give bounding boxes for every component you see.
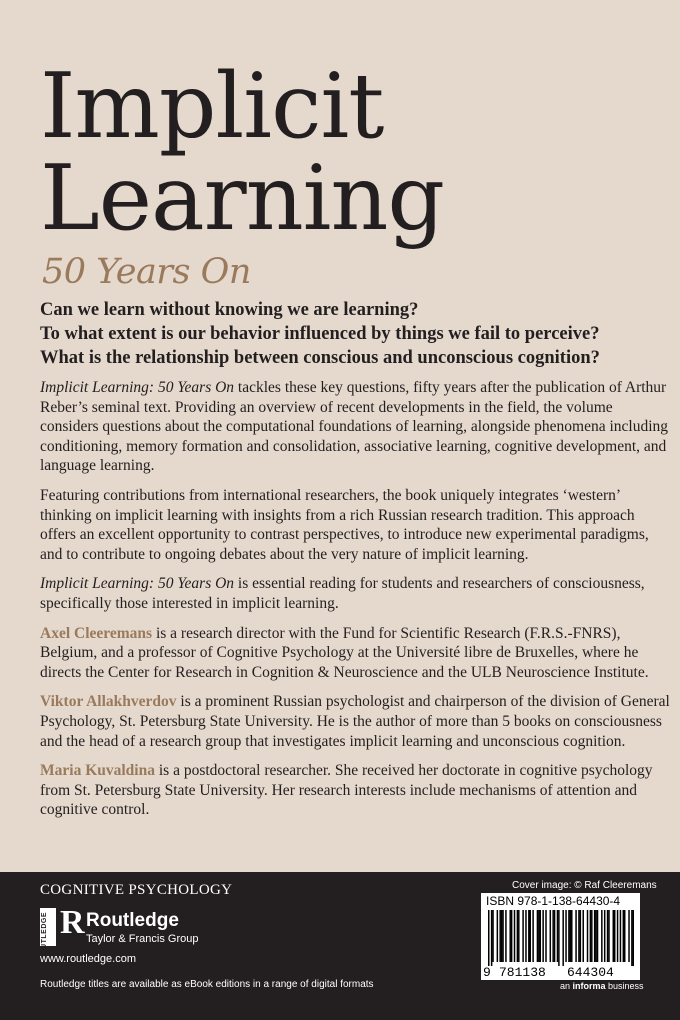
barcode-bar	[601, 910, 603, 962]
footer-band	[0, 872, 680, 1020]
barcode-bar	[505, 910, 507, 962]
barcode-bar	[597, 910, 599, 962]
barcode-bar	[502, 910, 504, 962]
series-label: COGNITIVE PSYCHOLOGY	[40, 882, 233, 898]
barcode-bar	[613, 910, 615, 962]
barcode-bar	[608, 910, 610, 962]
barcode-bar	[540, 910, 542, 962]
barcode-digit-group: 644304	[567, 965, 614, 980]
barcode-bar	[509, 910, 511, 962]
barcode-bar	[552, 910, 554, 962]
routledge-r-icon: R	[60, 904, 85, 941]
question: Can we learn without knowing we are learning?	[40, 300, 419, 320]
barcode-bar	[557, 910, 559, 962]
barcode-bar	[620, 910, 622, 962]
publisher-name: Routledge	[86, 910, 179, 931]
author-name: Viktor Allakhverdov	[40, 693, 177, 711]
barcode-bar	[501, 910, 503, 962]
paragraph-text: tackles these key questions, fifty years after the publication of Arthur Reber’s seminal text. Providing an overview of recent developments in the field, the volume considers questions about the computational foundations of learning, alongside phenomena including conditioning, memory formation and consolidation, associative learning, cognitive development, and language learning.	[40, 379, 669, 475]
informa-note: an informa business	[560, 981, 644, 991]
author-bio	[40, 761, 672, 820]
cover-credit: Cover image: © Raf Cleeremans	[512, 880, 657, 891]
barcode-bar	[530, 910, 532, 962]
barcode-bars	[488, 910, 634, 966]
barcode-bar	[542, 910, 544, 962]
author-bio-text: is a research director with the Fund for Scientific Research (F.R.S.-FNRS), Belgium, and a professor of Cognitive Psychology at the Université libre de Bruxelles, where he directs the Center for Research in Cognition & Neuroscience and the ULB Neuroscience Institute.	[40, 624, 649, 681]
ebook-note: Routledge titles are available as eBook editions in a range of digital formats	[40, 979, 374, 990]
barcode-bar	[499, 910, 501, 962]
barcode-bar	[537, 910, 539, 962]
barcode-digit-prefix: 9	[483, 965, 491, 980]
barcode-bar	[614, 910, 616, 962]
barcode-bar	[623, 910, 625, 962]
barcode-bar	[511, 910, 513, 962]
barcode-bar	[528, 910, 530, 962]
barcode-bar	[532, 910, 534, 962]
book-title-italic: Implicit Learning: 50 Years On	[40, 379, 235, 396]
barcode-bar	[545, 910, 547, 962]
barcode-bar	[488, 910, 490, 966]
barcode-bar	[580, 910, 582, 962]
barcode-bar	[582, 910, 584, 962]
barcode-bar	[595, 910, 597, 962]
barcode-bar	[607, 910, 609, 962]
book-title-italic: Implicit Learning: 50 Years On	[40, 575, 235, 593]
barcode-bar	[575, 910, 577, 962]
isbn-text: ISBN 978-1-138-64430-4	[486, 894, 621, 908]
barcode-bar	[624, 910, 626, 962]
barcode-bar	[587, 910, 589, 962]
barcode-bar	[590, 910, 592, 962]
barcode-bar	[594, 910, 596, 962]
barcode-bar	[568, 910, 570, 962]
author-name: Axel Cleeremans	[40, 624, 153, 642]
question: To what extent is our behavior influenced by things we fail to perceive?	[40, 324, 600, 344]
barcode-bar	[497, 910, 499, 962]
barcode-bar	[558, 910, 560, 966]
barcode-bar	[570, 910, 572, 962]
key-questions	[40, 298, 660, 370]
title-line-2: Learning	[40, 146, 445, 251]
barcode-bar	[514, 910, 516, 962]
barcode-bar	[492, 910, 494, 962]
barcode-bar	[525, 910, 527, 962]
barcode-bar	[565, 910, 567, 962]
barcode-bar	[628, 910, 630, 962]
routledge-mark	[40, 908, 56, 961]
barcode-digit-group: 781138	[499, 965, 546, 980]
paragraph-text: is essential reading for students and researchers of consciousness, specifically those interested in implicit learning.	[40, 575, 645, 612]
paragraph: Featuring contributions from international researchers, the book uniquely integrates ‘western’ thinking on implicit learning with insights from a rich Russian research tradition. This approach offers an excellent opportunity to contrast perspectives, to introduce new experimental paradigms, and to contribute to ongoing debates about the very nature of implicit learning.	[40, 486, 649, 563]
author-bio	[40, 692, 672, 751]
barcode-bar	[554, 910, 556, 962]
publisher-group: Taylor & Francis Group	[86, 933, 199, 945]
barcode-bar	[538, 910, 540, 962]
subtitle: 50 Years On	[42, 252, 251, 292]
barcode-bar	[562, 910, 564, 966]
barcode-bar	[633, 910, 634, 966]
question: What is the relationship between conscious and unconscious cognition?	[40, 348, 600, 368]
routledge-mark-text: ROUTLEDGE	[41, 912, 48, 961]
barcode-bar	[631, 910, 633, 966]
blurb	[40, 378, 672, 830]
author-bio	[40, 624, 672, 683]
barcode-bar	[517, 910, 519, 962]
barcode-bar	[578, 910, 580, 962]
barcode-bar	[571, 910, 573, 962]
author-bio-text: is a postdoctoral researcher. She received her doctorate in cognitive psychology from St. Petersburg State University. Her research interests include mechanisms of attention and cognitive control.	[40, 762, 653, 819]
barcode-bar	[550, 910, 552, 962]
paragraph	[40, 574, 672, 613]
publisher-website: www.routledge.com	[40, 953, 136, 965]
barcode-bar	[604, 910, 606, 962]
author-name: Maria Kuvaldina	[40, 762, 155, 780]
barcode-bar	[522, 910, 524, 962]
barcode-bar	[518, 910, 520, 962]
barcode-bar	[617, 910, 619, 962]
isbn-barcode	[481, 893, 640, 980]
title-line-1: Implicit	[40, 54, 384, 159]
author-bio-text: is a prominent Russian psychologist and chairperson of the division of General Psychology, St. Petersburg State University. He is the author of more than 5 books on consciousness and the head of a research group that investigates implicit learning and unconscious cognition.	[40, 693, 670, 750]
barcode-bar	[591, 910, 593, 962]
paragraph	[40, 378, 672, 476]
barcode-bar	[491, 910, 493, 966]
